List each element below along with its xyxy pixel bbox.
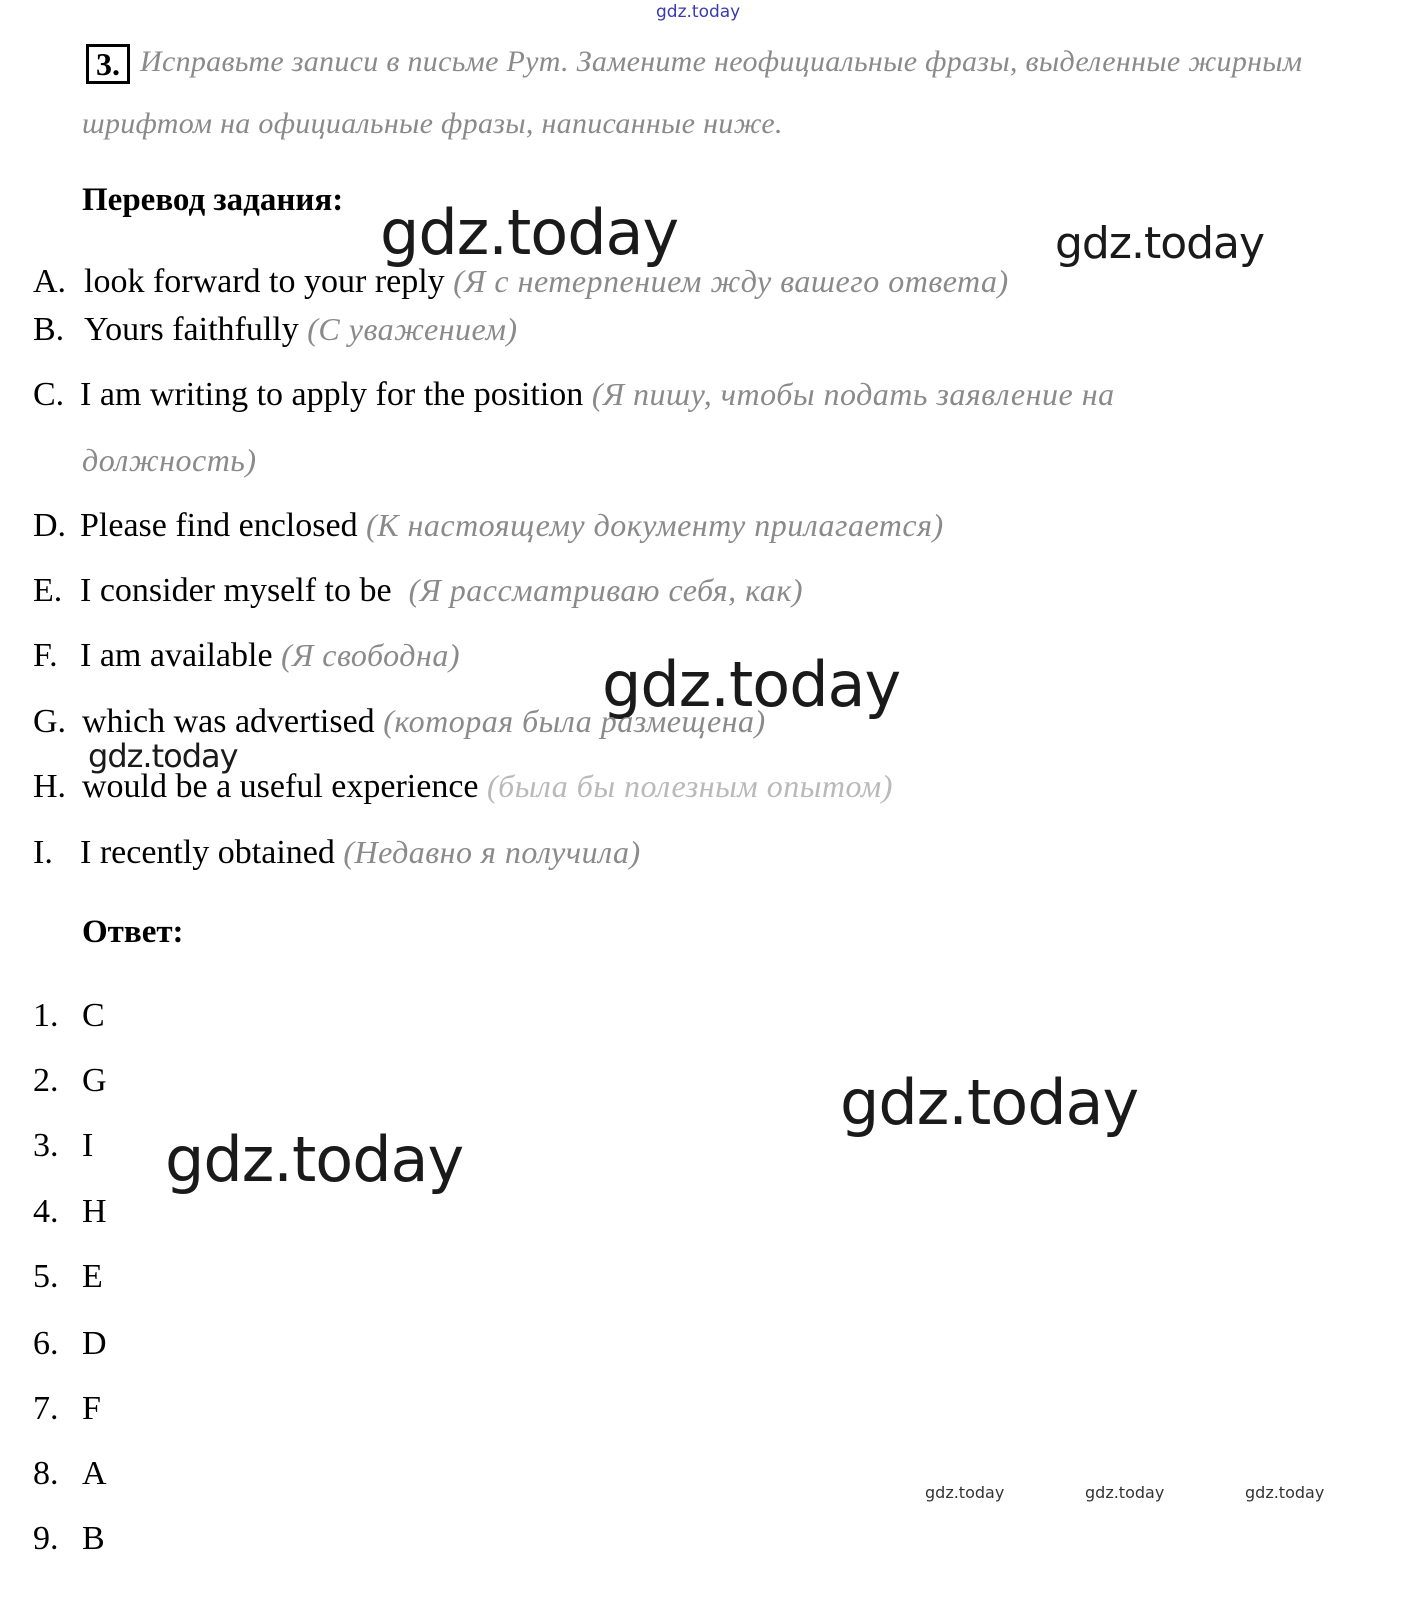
answer-heading: Ответ:	[82, 914, 184, 950]
watermark-top: gdz.today	[656, 2, 741, 22]
item-letter: C.	[33, 376, 65, 413]
answer-value: B	[82, 1520, 105, 1557]
answer-value: C	[82, 997, 105, 1034]
item-translation: (Я рассматриваю себя, как)	[408, 572, 803, 608]
item-translation: (Я свободна)	[281, 637, 460, 673]
item-letter: H.	[33, 768, 67, 805]
watermark: gdz.today	[380, 196, 679, 269]
watermark: gdz.today	[1055, 218, 1265, 269]
item-translation: (которая была размещена)	[383, 703, 766, 739]
item-phrase: which was advertised (которая была размещена)	[82, 703, 766, 740]
task-instruction-line2: шрифтом на официальные фразы, написанные ниже.	[82, 107, 783, 140]
item-translation: (была бы полезным опытом)	[487, 768, 893, 804]
item-translation: (С уважением)	[307, 311, 518, 347]
item-translation: (Я с нетерпением жду вашего ответа)	[453, 263, 1009, 299]
answer-value: G	[82, 1062, 107, 1099]
watermark: gdz.today	[925, 1483, 1005, 1502]
watermark: gdz.today	[165, 1123, 464, 1196]
item-phrase: Please find enclosed (К настоящему документу прилагается)	[80, 507, 944, 544]
answer-value: D	[82, 1325, 107, 1362]
answer-value: F	[82, 1390, 101, 1427]
item-translation-cont: должность)	[82, 442, 257, 478]
answer-number: 7.	[33, 1390, 59, 1427]
answer-number: 8.	[33, 1455, 59, 1492]
item-letter: F.	[33, 637, 58, 674]
item-phrase: look forward to your reply (Я с нетерпением жду вашего ответа)	[84, 263, 1009, 300]
item-translation: (К настоящему документу прилагается)	[366, 507, 944, 543]
answer-value: H	[82, 1193, 107, 1230]
answer-number: 6.	[33, 1325, 59, 1362]
item-letter: E.	[33, 572, 63, 609]
answer-number: 9.	[33, 1520, 59, 1557]
answer-number: 2.	[33, 1062, 59, 1099]
watermark: gdz.today	[1245, 1483, 1325, 1502]
item-phrase: would be a useful experience (была бы полезным опытом)	[82, 768, 893, 805]
item-phrase: I am writing to apply for the position (Я пишу, чтобы подать заявление на	[80, 376, 1115, 413]
answer-number: 1.	[33, 997, 59, 1034]
item-letter: B.	[33, 311, 65, 348]
answer-number: 5.	[33, 1258, 59, 1295]
answer-value: I	[82, 1127, 94, 1164]
item-letter: A.	[33, 263, 67, 300]
item-translation: (Я пишу, чтобы подать заявление на	[591, 376, 1115, 412]
item-phrase: I recently obtained (Недавно я получила)	[80, 834, 641, 871]
item-phrase: I am available (Я свободна)	[80, 637, 460, 674]
answer-value: A	[82, 1455, 107, 1492]
watermark: gdz.today	[88, 737, 238, 775]
task-number: 3.	[86, 44, 130, 84]
item-letter: G.	[33, 703, 67, 740]
answer-number: 4.	[33, 1193, 59, 1230]
translation-heading: Перевод задания:	[82, 182, 344, 218]
watermark: gdz.today	[602, 648, 901, 721]
item-phrase: I consider myself to be (Я рассматриваю себя, как)	[80, 572, 803, 609]
item-translation: (Недавно я получила)	[343, 834, 641, 870]
item-phrase: Yours faithfully (С уважением)	[84, 311, 518, 348]
item-letter: D.	[33, 507, 67, 544]
watermark: gdz.today	[1085, 1483, 1165, 1502]
item-letter: I.	[33, 834, 53, 871]
answer-value: E	[82, 1258, 103, 1295]
task-instruction-line1: Исправьте записи в письме Рут. Замените неофициальные фразы, выделенные жирным	[140, 45, 1303, 78]
answer-number: 3.	[33, 1127, 59, 1164]
watermark: gdz.today	[840, 1066, 1139, 1139]
